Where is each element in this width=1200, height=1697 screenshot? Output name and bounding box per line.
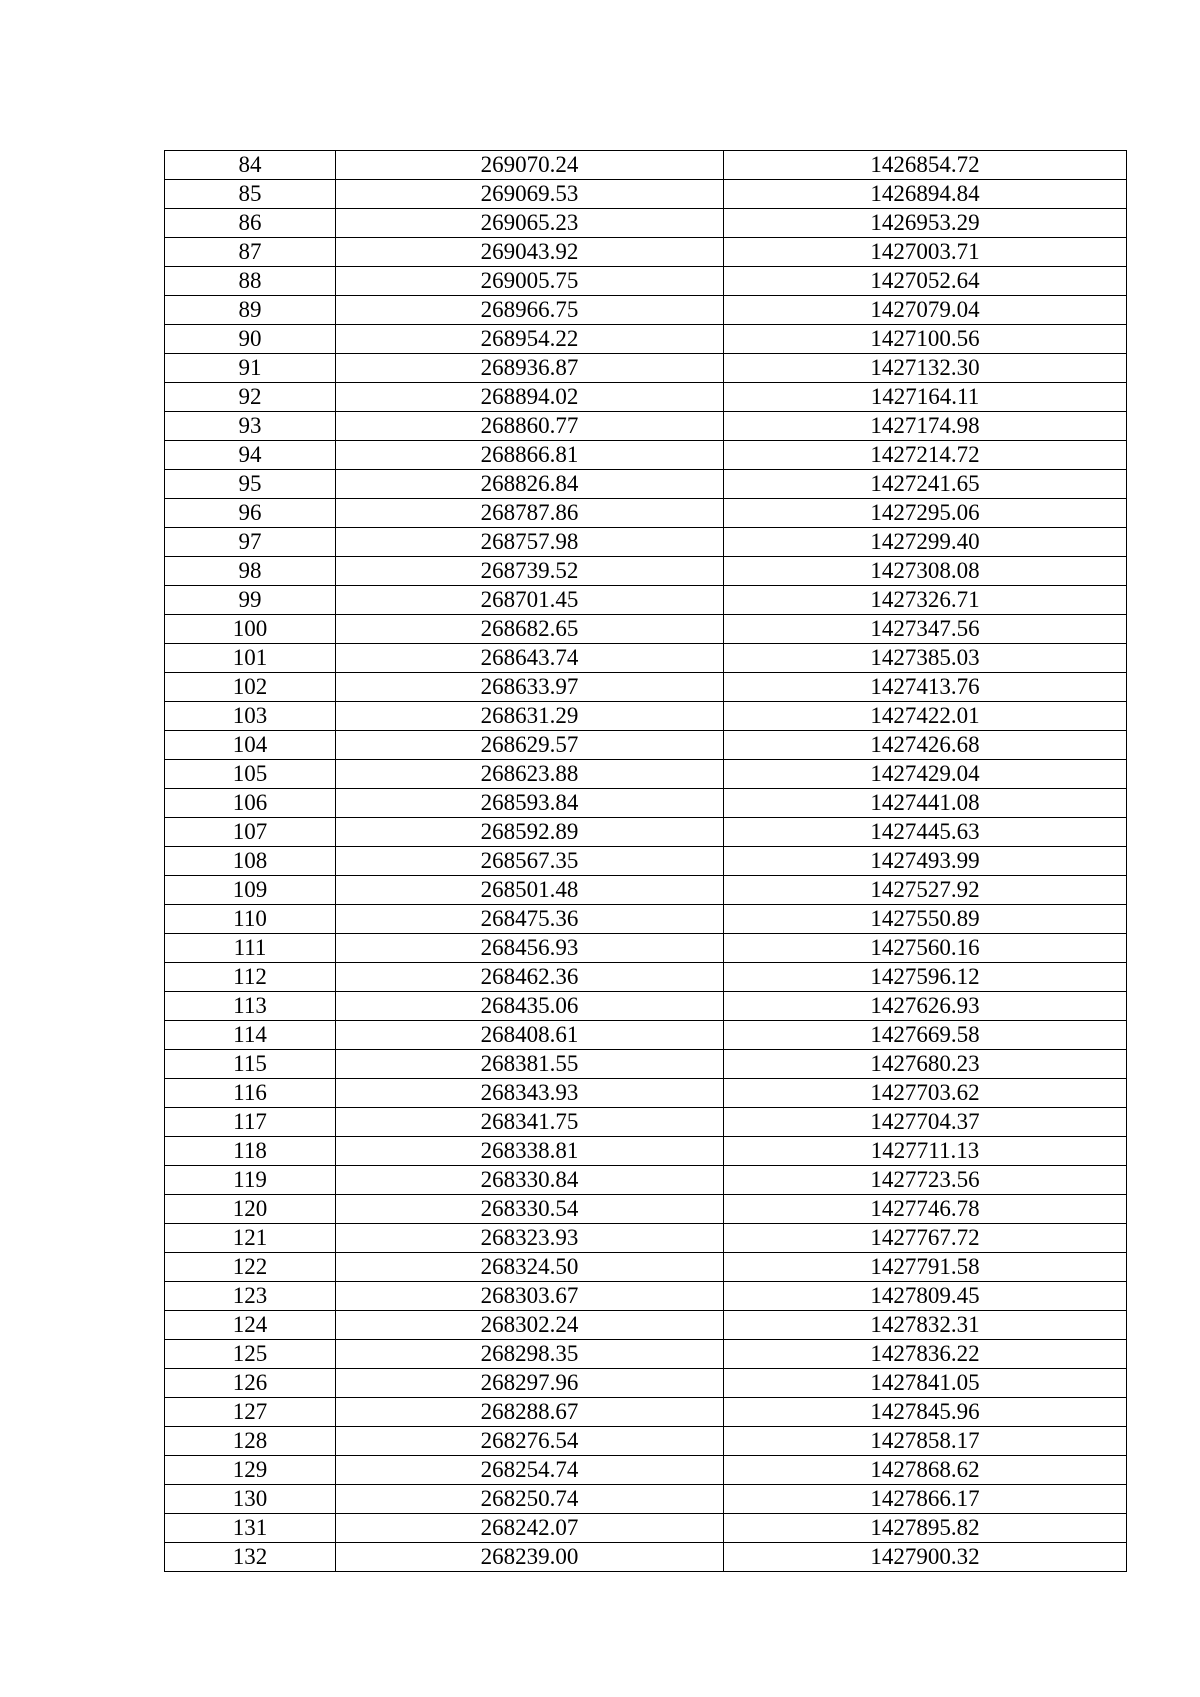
table-row: [165, 1543, 1127, 1572]
y-coordinate-cell: 1427174.98: [724, 412, 1127, 441]
y-coordinate-cell: 1427680.23: [724, 1050, 1127, 1079]
y-coordinate-cell: 1427079.04: [724, 296, 1127, 325]
y-coordinate-cell: 1427560.16: [724, 934, 1127, 963]
y-coordinate-cell: 1427052.64: [724, 267, 1127, 296]
y-coordinate-cell: 1427845.96: [724, 1398, 1127, 1427]
x-coordinate-cell: 268701.45: [336, 586, 724, 615]
y-coordinate-cell: 1427003.71: [724, 238, 1127, 267]
coordinate-table: [164, 150, 1127, 1572]
y-coordinate-cell: 1427441.08: [724, 789, 1127, 818]
y-coordinate-cell: 1427841.05: [724, 1369, 1127, 1398]
table-row: [165, 644, 1127, 673]
y-coordinate-cell: 1427703.62: [724, 1079, 1127, 1108]
table-row: [165, 180, 1127, 209]
x-coordinate-cell: 268276.54: [336, 1427, 724, 1456]
x-coordinate-cell: 268343.93: [336, 1079, 724, 1108]
table-row: [165, 1253, 1127, 1282]
table-row: [165, 325, 1127, 354]
point-number-cell: 84: [165, 151, 336, 180]
x-coordinate-cell: 268462.36: [336, 963, 724, 992]
x-coordinate-cell: 268860.77: [336, 412, 724, 441]
point-number-cell: 99: [165, 586, 336, 615]
y-coordinate-cell: 1427214.72: [724, 441, 1127, 470]
x-coordinate-cell: 268787.86: [336, 499, 724, 528]
point-number-cell: 86: [165, 209, 336, 238]
point-number-cell: 128: [165, 1427, 336, 1456]
table-row: [165, 412, 1127, 441]
table-row: [165, 1456, 1127, 1485]
table-row: [165, 238, 1127, 267]
x-coordinate-cell: 268456.93: [336, 934, 724, 963]
point-number-cell: 132: [165, 1543, 336, 1572]
y-coordinate-cell: 1427832.31: [724, 1311, 1127, 1340]
table-row: [165, 731, 1127, 760]
table-row: [165, 1137, 1127, 1166]
table-row: [165, 528, 1127, 557]
y-coordinate-cell: 1427809.45: [724, 1282, 1127, 1311]
table-row: [165, 586, 1127, 615]
point-number-cell: 118: [165, 1137, 336, 1166]
point-number-cell: 116: [165, 1079, 336, 1108]
y-coordinate-cell: 1427347.56: [724, 615, 1127, 644]
table-row: [165, 557, 1127, 586]
x-coordinate-cell: 268757.98: [336, 528, 724, 557]
point-number-cell: 101: [165, 644, 336, 673]
x-coordinate-cell: 268629.57: [336, 731, 724, 760]
y-coordinate-cell: 1427858.17: [724, 1427, 1127, 1456]
point-number-cell: 115: [165, 1050, 336, 1079]
y-coordinate-cell: 1427241.65: [724, 470, 1127, 499]
table-row: [165, 1485, 1127, 1514]
table-row: [165, 296, 1127, 325]
table-row: [165, 760, 1127, 789]
x-coordinate-cell: 269005.75: [336, 267, 724, 296]
y-coordinate-cell: 1427326.71: [724, 586, 1127, 615]
point-number-cell: 114: [165, 1021, 336, 1050]
x-coordinate-cell: 269043.92: [336, 238, 724, 267]
table-row: [165, 470, 1127, 499]
x-coordinate-cell: 268592.89: [336, 818, 724, 847]
point-number-cell: 95: [165, 470, 336, 499]
x-coordinate-cell: 268435.06: [336, 992, 724, 1021]
point-number-cell: 85: [165, 180, 336, 209]
table-row: [165, 1340, 1127, 1369]
point-number-cell: 89: [165, 296, 336, 325]
point-number-cell: 105: [165, 760, 336, 789]
x-coordinate-cell: 268682.65: [336, 615, 724, 644]
table-row: [165, 1195, 1127, 1224]
x-coordinate-cell: 268338.81: [336, 1137, 724, 1166]
x-coordinate-cell: 268954.22: [336, 325, 724, 354]
table-row: [165, 209, 1127, 238]
table-row: [165, 1079, 1127, 1108]
table-row: [165, 354, 1127, 383]
y-coordinate-cell: 1427422.01: [724, 702, 1127, 731]
point-number-cell: 107: [165, 818, 336, 847]
point-number-cell: 121: [165, 1224, 336, 1253]
x-coordinate-cell: 268567.35: [336, 847, 724, 876]
point-number-cell: 120: [165, 1195, 336, 1224]
point-number-cell: 122: [165, 1253, 336, 1282]
x-coordinate-cell: 269069.53: [336, 180, 724, 209]
point-number-cell: 130: [165, 1485, 336, 1514]
y-coordinate-cell: 1427413.76: [724, 673, 1127, 702]
table-row: [165, 615, 1127, 644]
table-row: [165, 1021, 1127, 1050]
y-coordinate-cell: 1427868.62: [724, 1456, 1127, 1485]
point-number-cell: 102: [165, 673, 336, 702]
table-row: [165, 673, 1127, 702]
point-number-cell: 98: [165, 557, 336, 586]
x-coordinate-cell: 269070.24: [336, 151, 724, 180]
table-row: [165, 1166, 1127, 1195]
table-row: [165, 1282, 1127, 1311]
x-coordinate-cell: 268475.36: [336, 905, 724, 934]
point-number-cell: 87: [165, 238, 336, 267]
table-row: [165, 847, 1127, 876]
point-number-cell: 96: [165, 499, 336, 528]
point-number-cell: 91: [165, 354, 336, 383]
x-coordinate-cell: 268254.74: [336, 1456, 724, 1485]
x-coordinate-cell: 268302.24: [336, 1311, 724, 1340]
table-row: [165, 876, 1127, 905]
y-coordinate-cell: 1427445.63: [724, 818, 1127, 847]
x-coordinate-cell: 268324.50: [336, 1253, 724, 1282]
y-coordinate-cell: 1427669.58: [724, 1021, 1127, 1050]
table-row: [165, 1108, 1127, 1137]
table-row: [165, 934, 1127, 963]
x-coordinate-cell: 268242.07: [336, 1514, 724, 1543]
table-row: [165, 441, 1127, 470]
y-coordinate-cell: 1427164.11: [724, 383, 1127, 412]
x-coordinate-cell: 268330.84: [336, 1166, 724, 1195]
table-row: [165, 1427, 1127, 1456]
coordinate-table-body: [165, 151, 1127, 1572]
table-row: [165, 1224, 1127, 1253]
y-coordinate-cell: 1427493.99: [724, 847, 1127, 876]
table-row: [165, 1050, 1127, 1079]
point-number-cell: 111: [165, 934, 336, 963]
table-row: [165, 1398, 1127, 1427]
point-number-cell: 117: [165, 1108, 336, 1137]
point-number-cell: 103: [165, 702, 336, 731]
table-row: [165, 1369, 1127, 1398]
table-row: [165, 789, 1127, 818]
point-number-cell: 109: [165, 876, 336, 905]
x-coordinate-cell: 268501.48: [336, 876, 724, 905]
x-coordinate-cell: 268936.87: [336, 354, 724, 383]
y-coordinate-cell: 1427836.22: [724, 1340, 1127, 1369]
x-coordinate-cell: 268408.61: [336, 1021, 724, 1050]
point-number-cell: 106: [165, 789, 336, 818]
point-number-cell: 125: [165, 1340, 336, 1369]
point-number-cell: 126: [165, 1369, 336, 1398]
point-number-cell: 123: [165, 1282, 336, 1311]
y-coordinate-cell: 1427895.82: [724, 1514, 1127, 1543]
table-row: [165, 499, 1127, 528]
table-row: [165, 818, 1127, 847]
x-coordinate-cell: 268739.52: [336, 557, 724, 586]
x-coordinate-cell: 269065.23: [336, 209, 724, 238]
y-coordinate-cell: 1426953.29: [724, 209, 1127, 238]
x-coordinate-cell: 268381.55: [336, 1050, 724, 1079]
point-number-cell: 108: [165, 847, 336, 876]
x-coordinate-cell: 268250.74: [336, 1485, 724, 1514]
point-number-cell: 110: [165, 905, 336, 934]
y-coordinate-cell: 1427746.78: [724, 1195, 1127, 1224]
point-number-cell: 131: [165, 1514, 336, 1543]
table-row: [165, 1514, 1127, 1543]
y-coordinate-cell: 1427704.37: [724, 1108, 1127, 1137]
table-row: [165, 702, 1127, 731]
x-coordinate-cell: 268593.84: [336, 789, 724, 818]
table-row: [165, 151, 1127, 180]
x-coordinate-cell: 268631.29: [336, 702, 724, 731]
y-coordinate-cell: 1427308.08: [724, 557, 1127, 586]
table-row: [165, 963, 1127, 992]
x-coordinate-cell: 268297.96: [336, 1369, 724, 1398]
y-coordinate-cell: 1427295.06: [724, 499, 1127, 528]
y-coordinate-cell: 1427385.03: [724, 644, 1127, 673]
point-number-cell: 100: [165, 615, 336, 644]
x-coordinate-cell: 268623.88: [336, 760, 724, 789]
y-coordinate-cell: 1427596.12: [724, 963, 1127, 992]
y-coordinate-cell: 1427626.93: [724, 992, 1127, 1021]
y-coordinate-cell: 1426854.72: [724, 151, 1127, 180]
x-coordinate-cell: 268633.97: [336, 673, 724, 702]
point-number-cell: 88: [165, 267, 336, 296]
point-number-cell: 97: [165, 528, 336, 557]
y-coordinate-cell: 1427900.32: [724, 1543, 1127, 1572]
y-coordinate-cell: 1427100.56: [724, 325, 1127, 354]
point-number-cell: 94: [165, 441, 336, 470]
point-number-cell: 127: [165, 1398, 336, 1427]
point-number-cell: 124: [165, 1311, 336, 1340]
x-coordinate-cell: 268288.67: [336, 1398, 724, 1427]
table-row: [165, 905, 1127, 934]
y-coordinate-cell: 1427723.56: [724, 1166, 1127, 1195]
y-coordinate-cell: 1427299.40: [724, 528, 1127, 557]
point-number-cell: 113: [165, 992, 336, 1021]
point-number-cell: 104: [165, 731, 336, 760]
x-coordinate-cell: 268239.00: [336, 1543, 724, 1572]
x-coordinate-cell: 268866.81: [336, 441, 724, 470]
point-number-cell: 129: [165, 1456, 336, 1485]
y-coordinate-cell: 1427866.17: [724, 1485, 1127, 1514]
y-coordinate-cell: 1427711.13: [724, 1137, 1127, 1166]
point-number-cell: 112: [165, 963, 336, 992]
x-coordinate-cell: 268323.93: [336, 1224, 724, 1253]
y-coordinate-cell: 1426894.84: [724, 180, 1127, 209]
x-coordinate-cell: 268341.75: [336, 1108, 724, 1137]
y-coordinate-cell: 1427426.68: [724, 731, 1127, 760]
table-row: [165, 383, 1127, 412]
y-coordinate-cell: 1427550.89: [724, 905, 1127, 934]
x-coordinate-cell: 268298.35: [336, 1340, 724, 1369]
y-coordinate-cell: 1427767.72: [724, 1224, 1127, 1253]
table-row: [165, 992, 1127, 1021]
point-number-cell: 90: [165, 325, 336, 354]
x-coordinate-cell: 268643.74: [336, 644, 724, 673]
x-coordinate-cell: 268330.54: [336, 1195, 724, 1224]
point-number-cell: 92: [165, 383, 336, 412]
point-number-cell: 93: [165, 412, 336, 441]
y-coordinate-cell: 1427429.04: [724, 760, 1127, 789]
table-row: [165, 1311, 1127, 1340]
table-row: [165, 267, 1127, 296]
y-coordinate-cell: 1427132.30: [724, 354, 1127, 383]
x-coordinate-cell: 268894.02: [336, 383, 724, 412]
y-coordinate-cell: 1427791.58: [724, 1253, 1127, 1282]
x-coordinate-cell: 268826.84: [336, 470, 724, 499]
x-coordinate-cell: 268303.67: [336, 1282, 724, 1311]
point-number-cell: 119: [165, 1166, 336, 1195]
x-coordinate-cell: 268966.75: [336, 296, 724, 325]
y-coordinate-cell: 1427527.92: [724, 876, 1127, 905]
